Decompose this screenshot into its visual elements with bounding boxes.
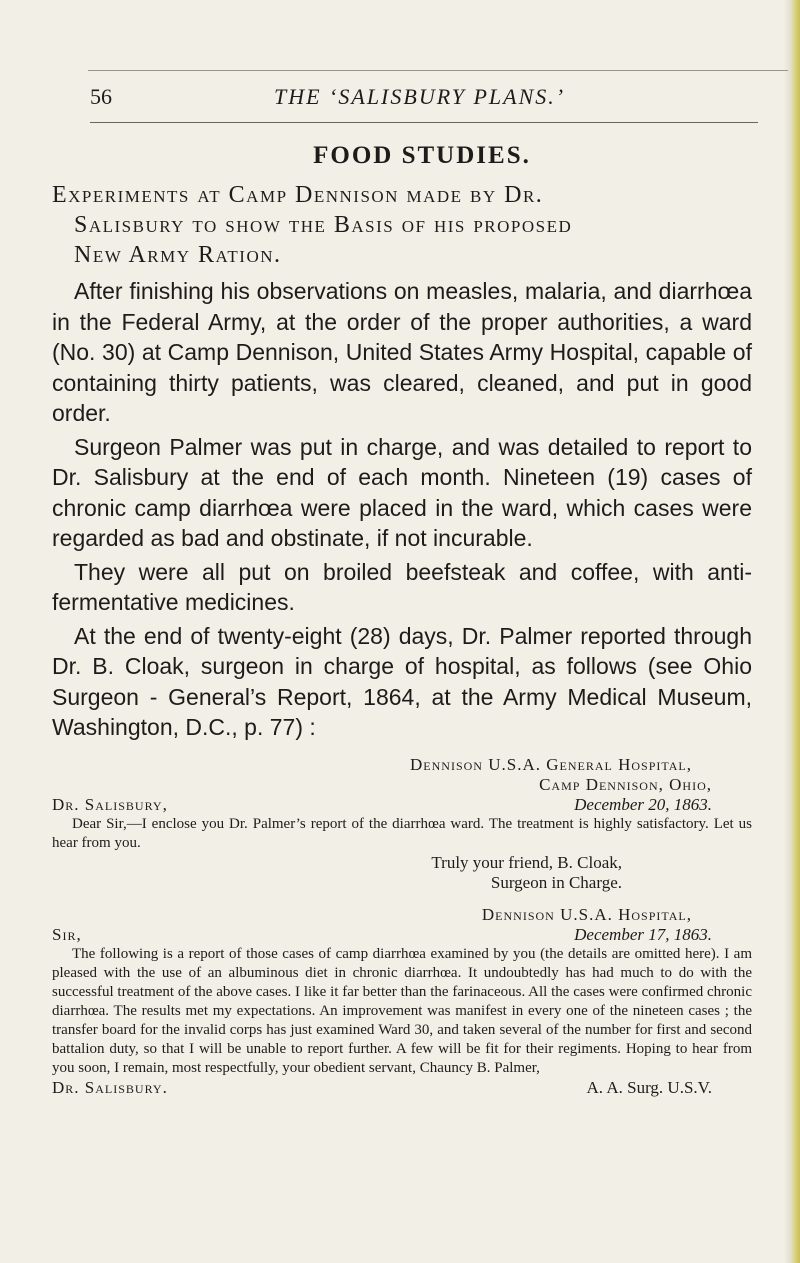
letter-heading: Camp Dennison, Ohio, <box>539 774 712 794</box>
letter-heading: Dennison U.S.A. General Hospital, <box>410 754 692 774</box>
paragraph: At the end of twenty-eight (28) days, Dr. Palmer reported through Dr. B. Cloak, surgeon in charge of hospital, as follows (see Ohio Surgeon - General’s Report, 1864, at the Army Medical Museum, Washington, D.C., p. 77) : <box>52 622 752 740</box>
paragraph: Surgeon Palmer was put in charge, and was detailed to report to Dr. Salisbury at the end of each month. Nineteen (19) cases of chronic camp diarrhœa were placed in the ward, which cases were regarded as bad and obstinate, if not incurable. <box>52 433 752 551</box>
letter-heading: Dennison U.S.A. Hospital, <box>481 904 692 924</box>
paragraph: After finishing his observations on measles, malaria, and diarrhœa in the Federal Army, at the order of the proper authorities, a ward (No. 30) at Camp Dennison, United States Army Hospital, capable of containing thirty patients, was cleared, cleaned, and put in good order. <box>52 278 752 426</box>
letter-signature-title: A. A. Surg. U.S.V. <box>586 1077 712 1097</box>
subtitle-line: New Army Ration. <box>74 242 282 268</box>
paragraph: They were all put on broiled beefsteak and coffee, with anti-fermentative medicines. <box>52 558 752 615</box>
letter-addressee: Dr. Salisbury. <box>52 1077 168 1097</box>
letter-address-row <box>52 795 752 815</box>
section-subtitle <box>52 180 752 270</box>
letter-closing: Truly your friend, B. Cloak, <box>431 852 622 872</box>
header-rule <box>90 122 758 123</box>
letter-body: The following is a report of those cases of camp diarrhœa examined by you (the details are omitted here). I am pleased with the use of an albuminous diet in chronic diarrhœa. It undoubtedly has had much to do with the successful treatment of the above cases. I like it far better than the farinaceous. All the cases were confirmed chronic diarrhœa. The results met my expectations. An improvement was manifest in every one of the nineteen cases ; the transfer board for the invalid corps has just examined Ward 30, and taken several of the number for first and second battalion duty, so that I will be unable to report further. A few will be fit for their regiments. Hoping to hear from you soon, I remain, most respectfully, your obedient servant, Chauncy B. Palmer, <box>52 945 752 1076</box>
letter-from-palmer <box>52 905 752 1098</box>
letter-address-row <box>52 925 752 945</box>
running-header <box>90 84 770 118</box>
section-title: FOOD STUDIES. <box>313 142 531 169</box>
letter-footer-row <box>52 1078 752 1098</box>
top-rule <box>88 70 788 71</box>
letter-signature-title: Surgeon in Charge. <box>490 872 622 892</box>
letter-date: December 17, 1863. <box>574 924 712 944</box>
letter-date: December 20, 1863. <box>574 794 712 814</box>
letter-addressee: Dr. Salisbury, <box>52 794 168 814</box>
letter-body: Dear Sir,—I enclose you Dr. Palmer’s report of the diarrhœa ward. The treatment is highly satisfactory. Let us hear from you. <box>52 815 752 851</box>
page-edge <box>784 0 800 1263</box>
letter-salutation: Sir, <box>52 924 82 944</box>
subtitle-line: Salisbury to show the Basis of his proposed <box>74 212 573 238</box>
letter-from-cloak <box>52 755 752 893</box>
subtitle-line: Experiments at Camp Dennison made by Dr. <box>52 182 544 208</box>
page-number: 56 <box>90 84 112 109</box>
running-title: THE ‘SALISBURY PLANS.’ <box>274 84 566 109</box>
page-content <box>52 140 752 1098</box>
